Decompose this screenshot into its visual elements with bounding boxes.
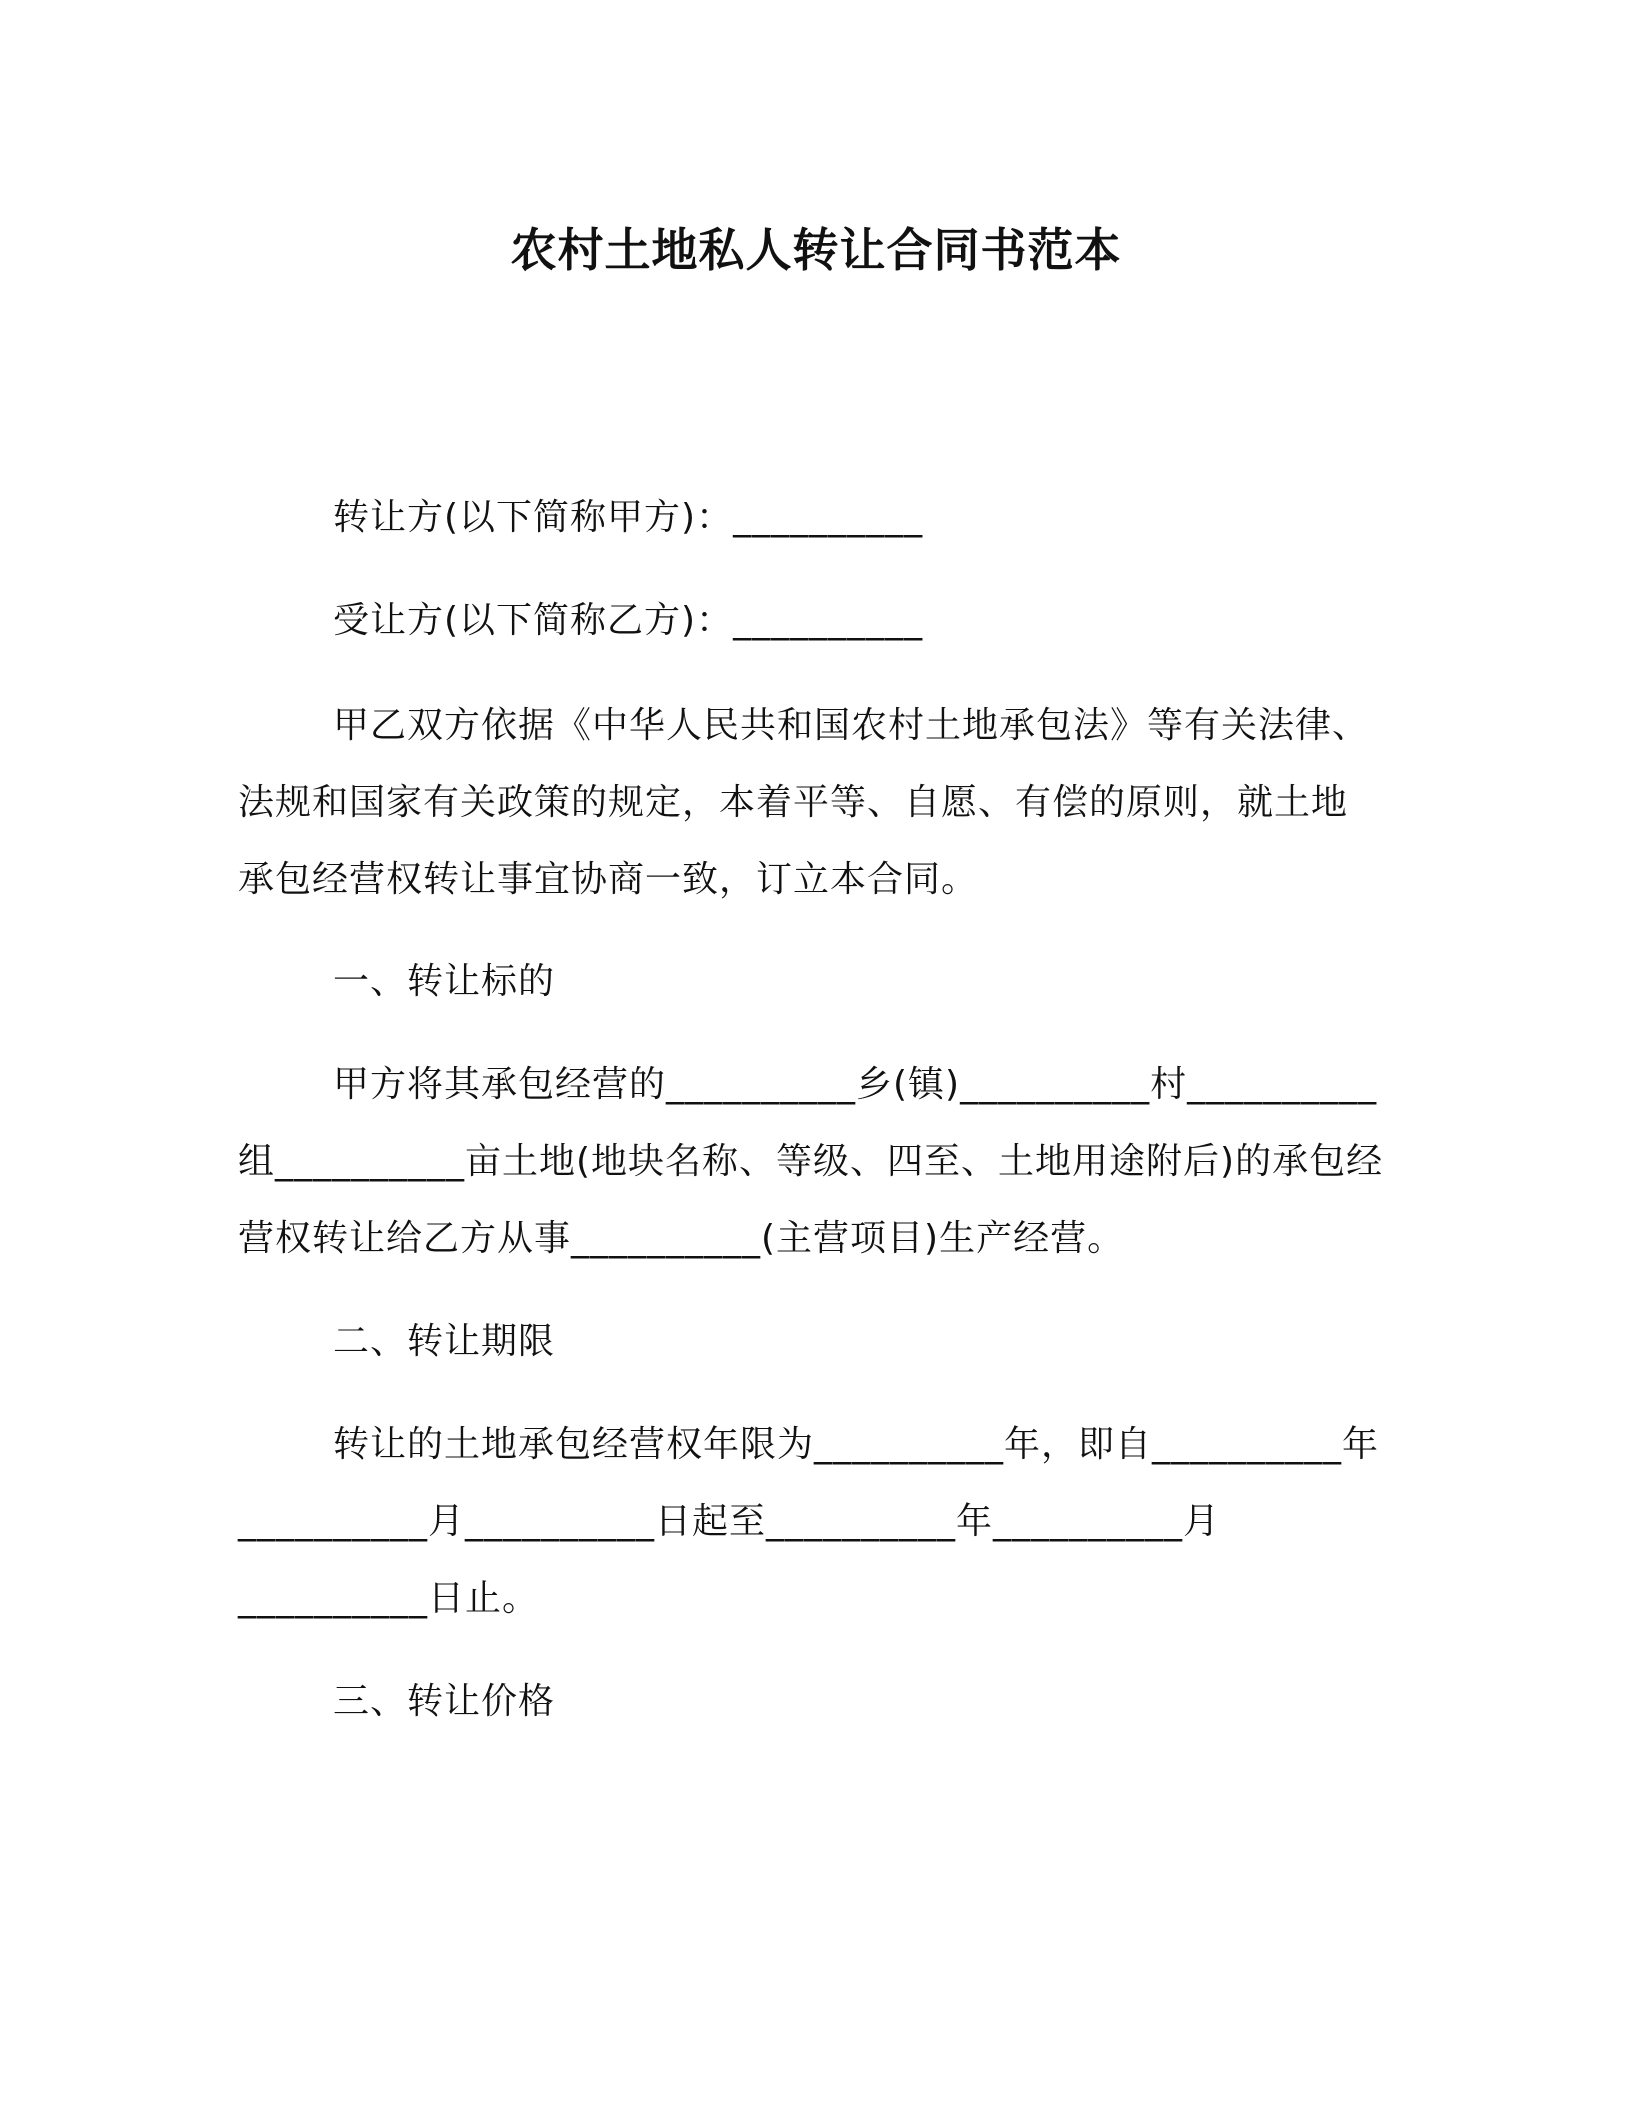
section-heading-1: 一、转让标的 [333, 961, 556, 1002]
preamble-line-3: 承包经营权转让事宜协商一致，订立本合同。 [238, 859, 979, 900]
section-1-line-2: 组__________亩土地(地块名称、等级、四至、土地用途附后)的承包经 [238, 1141, 1384, 1182]
section-2-line-2: __________月__________日起至__________年__________月 [238, 1501, 1221, 1542]
transferor-line: 转让方(以下简称甲方)：__________ [333, 497, 924, 538]
section-2-line-3: __________日止。 [238, 1578, 540, 1619]
preamble-line-1: 甲乙双方依据《中华人民共和国农村土地承包法》等有关法律、 [333, 705, 1370, 746]
section-heading-3: 三、转让价格 [333, 1681, 556, 1722]
preamble-line-2: 法规和国家有关政策的规定，本着平等、自愿、有偿的原则，就土地 [238, 782, 1349, 823]
section-heading-2: 二、转让期限 [333, 1321, 556, 1362]
section-1-line-3: 营权转让给乙方从事__________(主营项目)生产经营。 [238, 1218, 1125, 1259]
document-title: 农村土地私人转让合同书范本 [510, 223, 1122, 277]
section-2-line-1: 转让的土地承包经营权年限为__________年，即自__________年 [333, 1424, 1380, 1465]
section-1-line-1: 甲方将其承包经营的__________乡(镇)__________村__________ [333, 1064, 1378, 1105]
transferee-line: 受让方(以下简称乙方)：__________ [333, 600, 924, 641]
